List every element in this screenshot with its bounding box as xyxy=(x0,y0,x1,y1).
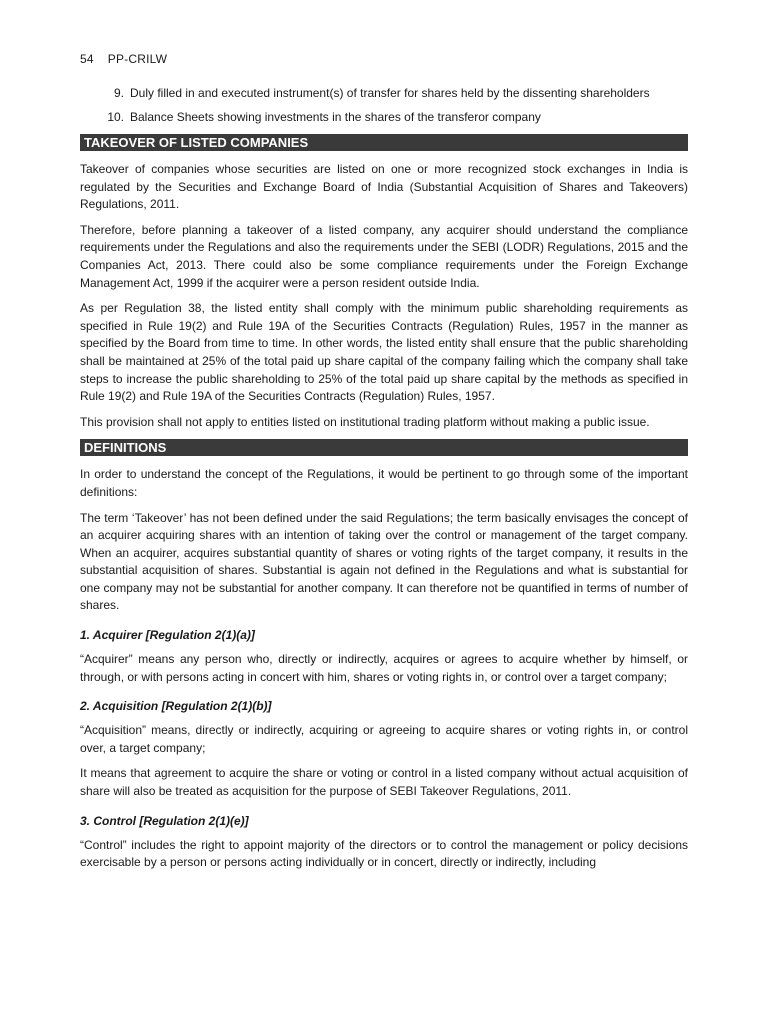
definition-heading-acquirer: 1. Acquirer [Regulation 2(1)(a)] xyxy=(80,628,255,643)
list-item-text: Balance Sheets showing investments in the shares of the transferor company xyxy=(130,110,541,124)
document-page xyxy=(80,52,688,880)
paragraph: “Acquirer” means any person who, directly or indirectly, acquires or agrees to acquire whether by himself, or through, or with persons acting in concert with him, shares or voting rights in, or control over a target company; xyxy=(80,652,688,684)
paragraph: This provision shall not apply to entities listed on institutional trading platform without making a public issue. xyxy=(80,414,650,429)
paragraph: Therefore, before planning a takeover of a listed company, any acquirer should understand the compliance requirements under the Regulations and also the requirements under the SEBI (LODR) Regulations, 2015 and the Companies Act, 2013. There could also be some compliance requirements under the Foreign Exchange Management Act, 1999 if the acquirer were a person resident outside India. xyxy=(80,222,688,290)
paragraph: It means that agreement to acquire the share or voting or control in a listed company without actual acquisition of share will also be treated as acquisition for the purpose of SEBI Takeover Regulations, 2011. xyxy=(80,766,688,799)
paragraph: “Control” includes the right to appoint majority of the directors or to control the management or policy decisions exercisable by a person or persons acting individually or in concert, directly or indirectly, including xyxy=(80,837,688,870)
section-heading-definitions: DEFINITIONS xyxy=(80,439,688,456)
paragraph: In order to understand the concept of the Regulations, it would be pertinent to go through some of the important definitions: xyxy=(80,467,688,499)
list-item xyxy=(80,86,688,100)
definition-heading-acquisition: 2. Acquisition [Regulation 2(1)(b)] xyxy=(80,699,272,714)
numbered-list xyxy=(80,86,688,124)
list-item-text: Duly filled in and executed instrument(s) of transfer for shares held by the dissenting shareholders xyxy=(130,86,650,100)
page-number: 54 xyxy=(80,52,94,66)
section-heading-takeover: TAKEOVER OF LISTED COMPANIES xyxy=(80,134,688,151)
running-header xyxy=(80,52,688,66)
definition-heading-control: 3. Control [Regulation 2(1)(e)] xyxy=(80,813,249,828)
paragraph: Takeover of companies whose securities are listed on one or more recognized stock exchanges in India is regulated by the Securities and Exchange Board of India (Substantial Acquisition of Shares and Takeovers) Regulations, 2011. xyxy=(80,162,688,212)
list-item xyxy=(80,110,688,124)
list-item-number: 9. xyxy=(113,86,124,100)
paragraph: As per Regulation 38, the listed entity shall comply with the minimum public shareholding requirements as specified in Rule 19(2) and Rule 19A of the Securities Contracts (Regulation) Rules, 1957 in the manner as specified by the Board from time to time. In other words, the listed entity shall ensure that the public shareholding shall be maintained at 25% of the total paid up share capital of the company failing which the company shall take steps to increase the public shareholding to 25% of the total paid up share capital by the methods as specified in Rule 19(2) and Rule 19A of the Securities Contracts (Regulation) Rules, 1957. xyxy=(80,301,688,404)
paragraph: “Acquisition” means, directly or indirectly, acquiring or agreeing to acquire shares or voting rights in, or control over, a target company; xyxy=(80,723,688,755)
running-title: PP-CRILW xyxy=(107,52,168,66)
list-item-number: 10. xyxy=(107,110,124,124)
paragraph: The term ‘Takeover’ has not been defined under the said Regulations; the term basically envisages the concept of an acquirer acquiring shares with an intention of taking over the control or management of the target company. When an acquirer, acquires substantial quantity of shares or voting rights of the target company, it results in the substantial acquisition of shares. Substantial is again not defined in the Regulations and what is substantial for one company may not be substantial for another company. It can therefore not be quantified in terms of number of shares. xyxy=(80,510,688,613)
